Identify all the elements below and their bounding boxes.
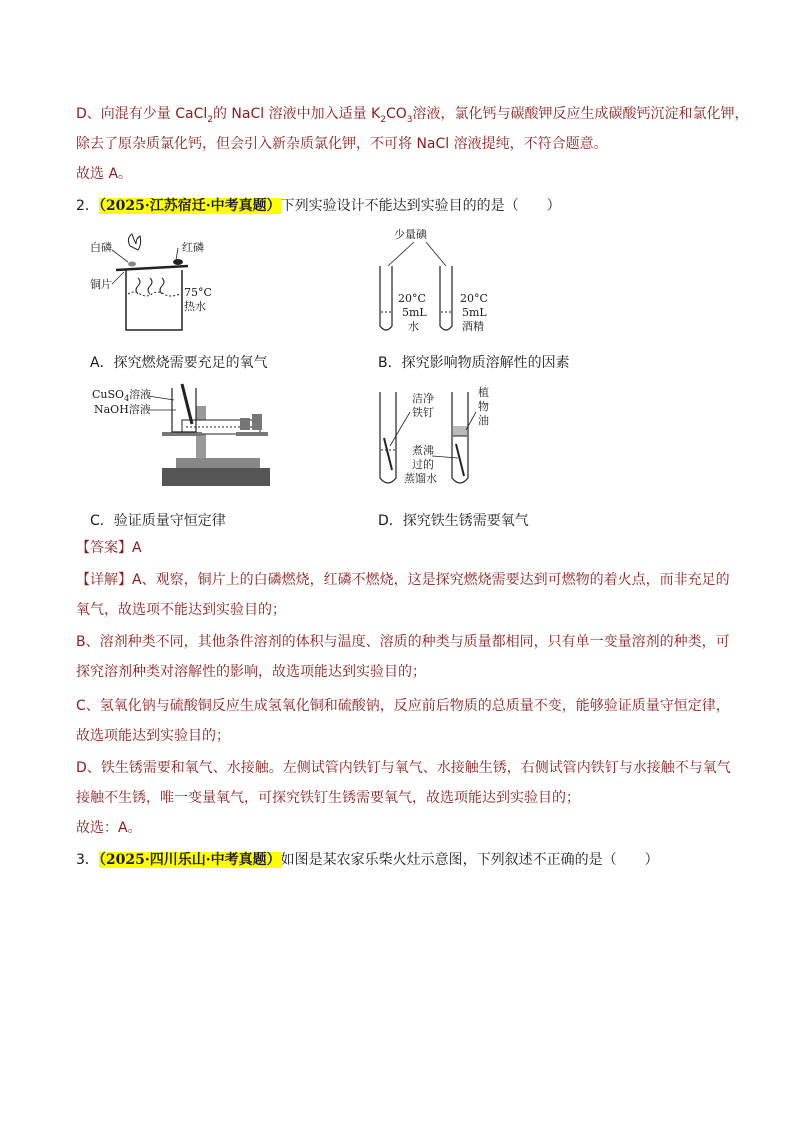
answer: 【答案】A xyxy=(76,540,142,556)
explanation-line: D、铁生锈需要和氧气、水接触。左侧试管内铁钉与氧气、水接触生锈，右侧试管内铁钉与水接触不与氧气 xyxy=(76,760,731,776)
question-3-stem xyxy=(76,850,659,870)
prev-text-b: 的 NaCl 溶液中加入适量 K xyxy=(212,106,381,122)
label-clean: 洁净 xyxy=(412,392,434,405)
prev-text-a: D、向混有少量 CaCl xyxy=(76,106,208,122)
label-boiled: 煮沸 xyxy=(412,444,434,457)
explanation-line: 接触不生锈，唯一变量氧气，可探究铁钉生锈需要氧气，故选项能达到实验目的； xyxy=(76,790,580,806)
prev-answer-line-2: 除去了原杂质氯化钙，但会引入新杂质氯化钾，不可将 NaCl 溶液提纯，不符合题意。 xyxy=(76,136,608,152)
option-a[interactable]: A．探究燃烧需要充足的氧气 xyxy=(90,355,268,371)
label-cuso4: CuSO$_4$溶液 xyxy=(92,388,152,403)
question-text: 如图是某农家乐柴火灶示意图，下列叙述不正确的是（ ） xyxy=(280,852,659,868)
source-tag: （2025·江苏宿迁·中考真题） xyxy=(98,198,281,214)
source-tag: （2025·四川乐山·中考真题） xyxy=(98,852,281,868)
label-oil-3: 油 xyxy=(478,414,489,427)
label-alcohol: 酒精 xyxy=(462,320,484,333)
explanation-line: C、氢氧化钠与硫酸铜反应生成氢氧化铜和硫酸钠，反应前后物质的总质量不变，能够验证质量守恒定律， xyxy=(76,698,730,714)
question-2-stem xyxy=(76,196,561,216)
label-red-phosphorus: 红磷 xyxy=(182,241,204,254)
explanation-line: 氧气，故选项不能达到实验目的； xyxy=(76,602,286,618)
label-water: 水 xyxy=(408,320,419,333)
figure-solubility xyxy=(366,226,506,341)
question-number: 3． xyxy=(76,852,99,868)
explanation-line: 【详解】A、观察，铜片上的白磷燃烧，红磷不燃烧，这是探究燃烧需要达到可燃物的着火点，而非充足的 xyxy=(76,572,730,588)
label-oil-2: 物 xyxy=(478,400,489,413)
explanation-line: 故选项能达到实验目的； xyxy=(76,728,230,744)
subscript: 2 xyxy=(207,114,213,125)
label-hot-water: 热水 xyxy=(184,300,206,313)
label-iron-nail: 铁钉 xyxy=(412,406,434,419)
option-b[interactable]: B．探究影响物质溶解性的因素 xyxy=(378,355,570,371)
subscript: 3 xyxy=(406,114,413,125)
label-temp-2: 20°C xyxy=(460,292,488,305)
label-temperature: 75°C xyxy=(184,286,212,299)
explanation-line: 故选：A。 xyxy=(76,820,142,836)
label-volume-2: 5mL xyxy=(462,306,487,319)
label-naoh: NaOH溶液 xyxy=(94,403,151,416)
label-copper-sheet: 铜片 xyxy=(90,278,112,291)
label-distilled-water: 蒸馏水 xyxy=(404,472,437,485)
question-text: 下列实验设计不能达到实验目的的是（ ） xyxy=(280,198,561,214)
figure-combustion xyxy=(86,226,226,336)
figure-rusting xyxy=(370,386,510,498)
question-number: 2． xyxy=(76,198,99,214)
subscript: 2 xyxy=(380,114,386,125)
explanation-line: B、溶剂种类不同，其他条件溶剂的体积与温度、溶质的种类与质量都相同，只有单一变量溶剂的种类，可 xyxy=(76,634,730,650)
explanation-line: 探究溶剂种类对溶解性的影响，故选项能达到实验目的； xyxy=(76,664,426,680)
prev-text-d: 溶液，氯化钙与碳酸钾反应生成碳酸钙沉淀和氯化钾， xyxy=(412,106,749,122)
label-white-phosphorus: 白磷 xyxy=(90,241,112,254)
label-oil-1: 植 xyxy=(478,386,489,399)
figure-balance xyxy=(86,380,286,500)
prev-answer-line-1 xyxy=(76,104,749,124)
label-passed: 过的 xyxy=(412,458,434,471)
label-volume-1: 5mL xyxy=(402,306,427,319)
label-iodine: 少量碘 xyxy=(394,228,427,241)
prev-answer-line-3: 故选 A。 xyxy=(76,166,133,182)
option-d[interactable]: D．探究铁生锈需要氧气 xyxy=(378,513,529,529)
option-c[interactable]: C．验证质量守恒定律 xyxy=(90,513,226,529)
prev-text-c: CO xyxy=(385,106,407,122)
label-temp-1: 20°C xyxy=(398,292,426,305)
